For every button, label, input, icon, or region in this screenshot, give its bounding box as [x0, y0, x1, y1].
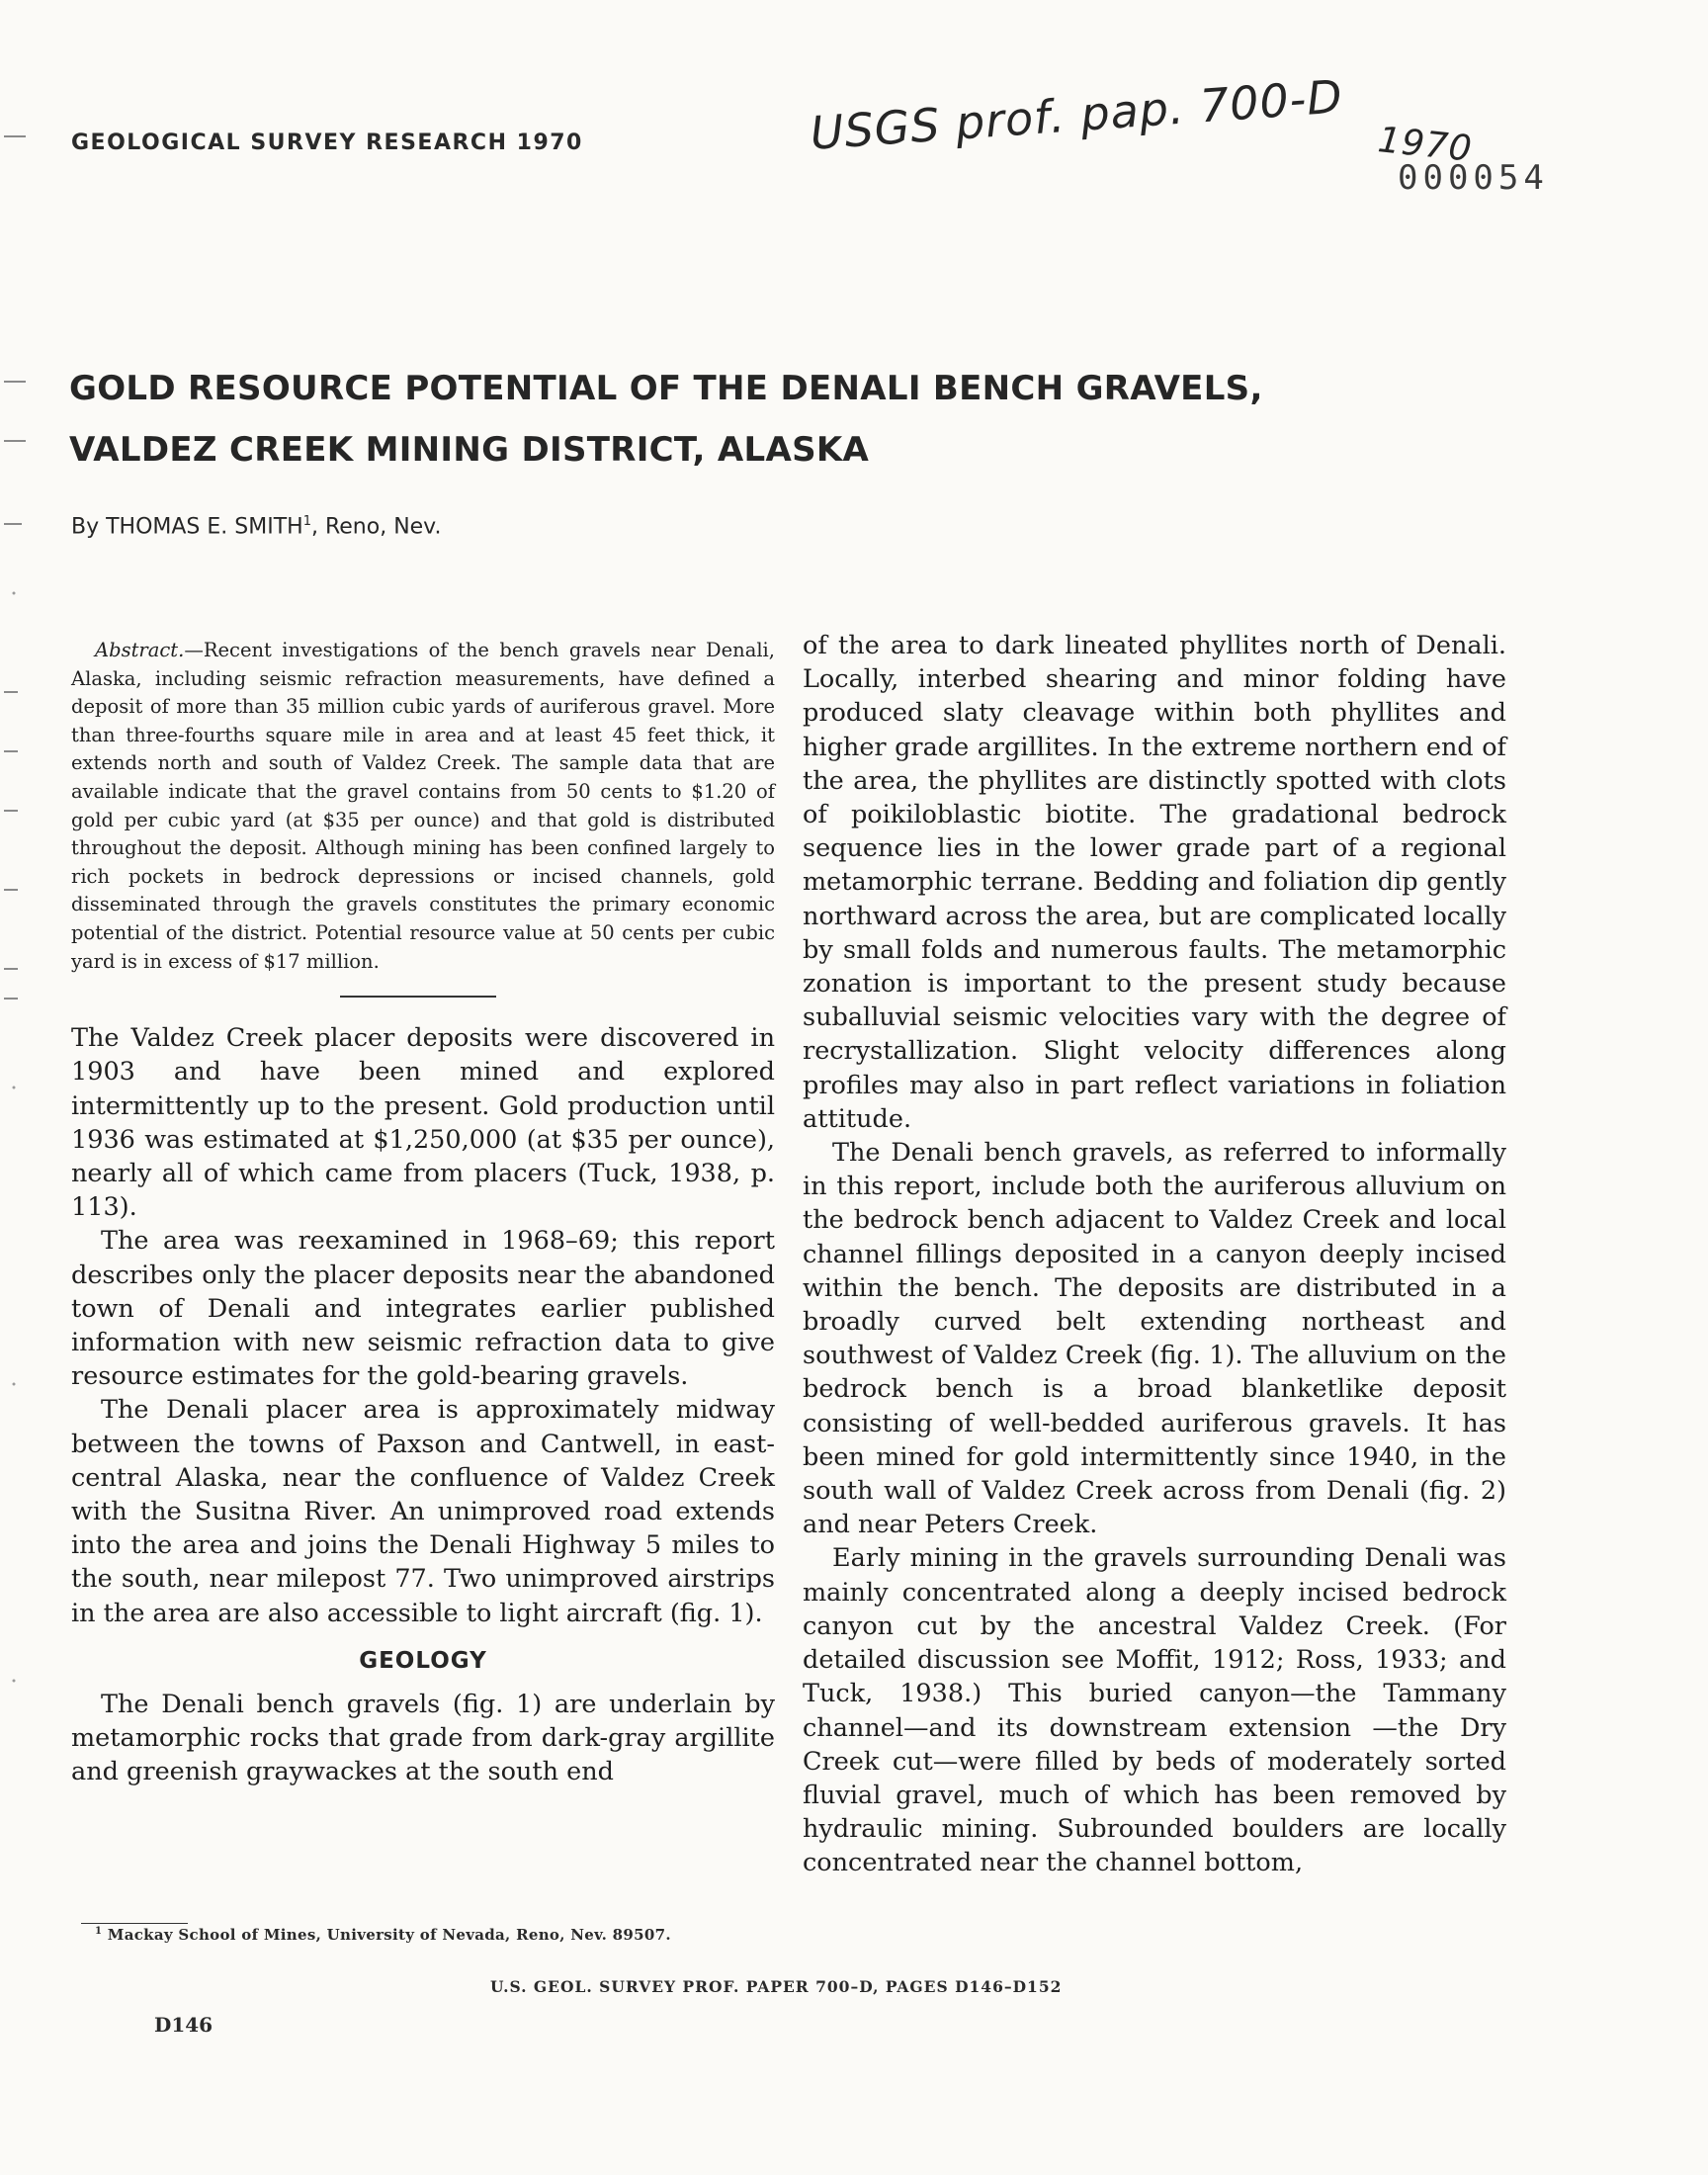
abstract-text: —Recent investigations of the bench gravels near Denali, Alaska, including seismic refraction measurements, have defined a deposit of more than 35 million cubic yards of auriferous gravel. More than three-fourths square mile in area and at least 45 feet thick, it extends north and south of Valdez Creek. The sample data that are available indicate that the gravel contains from 50 cents to $1.20 of gold per cubic yard (at $35 per ounce) and that gold is distributed throughout the deposit. Although mining has been confined largely to rich pockets in bedrock depressions or incised channels, gold disseminated through the gravels constitutes the primary economic potential of the district. Potential resource value at 50 cents per cubic yard is in excess of $17 million. — [71, 639, 775, 973]
footnote-rule — [81, 1923, 188, 1924]
article-title — [69, 358, 1263, 480]
footnote — [95, 1926, 671, 1944]
abstract-lead: Abstract. — [95, 639, 185, 661]
footnote-marker: 1 — [302, 514, 311, 529]
scan-margin-marks — [0, 0, 30, 2175]
footnote-text: Mackay School of Mines, University of Nevada, Reno, Nev. 89507. — [107, 1926, 671, 1944]
paragraph: Early mining in the gravels surrounding Denali was mainly concentrated along a deeply incised bedrock canyon cut by the ancestral Valdez Creek. (For detailed discussion see Moffit, 1912; Ross, 1933; and Tuck, 1938.) This buried canyon—the Tammany channel—and its downstream extension —the Dry Creek cut—were filled by beds of moderately sorted fluvial gravel, much of which has been removed by hydraulic mining. Subrounded boulders are locally concentrated near the channel bottom, — [803, 1543, 1506, 1878]
author-location: , Reno, Nev. — [310, 514, 442, 540]
paragraph: The Denali placer area is approximately midway between the towns of Paxson and Cantwell, in east-central Alaska, near the confluence of Valdez Creek with the Susitna River. An unimproved road extends into the area and joins the Denali Highway 5 miles to the south, near milepost 77. Two unimproved airstrips in the area are also accessible to light aircraft (fig. 1). — [71, 1395, 775, 1628]
handwritten-year: 1970 — [1376, 120, 1475, 170]
handwritten-reference: USGS prof. pap. 700-D — [809, 69, 1345, 160]
abstract — [71, 637, 775, 976]
right-column — [803, 629, 1506, 1880]
paragraph: The Denali bench gravels, as referred to informally in this report, include both the auriferous alluvium on the bedrock bench adjacent to Valdez Creek and local channel fillings deposited in a canyon deeply incised within the bench. The deposits are distributed in a broadly curved belt extending northeast and southwest of Valdez Creek (fig. 1). The alluvium on the bedrock bench is a broad blanketlike deposit consisting of well-bedded auriferous gravels. It has been mined for gold intermittently since 1940, in the south wall of Valdez Creek across from Denali (fig. 2) and near Peters Creek. — [803, 1138, 1506, 1540]
left-column — [71, 637, 775, 1788]
citation-footer: U.S. GEOL. SURVEY PROF. PAPER 700–D, PAGES D146–D152 — [490, 1977, 1063, 1996]
stamp-number: 000054 — [1398, 158, 1549, 198]
title-line-1: GOLD RESOURCE POTENTIAL OF THE DENALI BENCH GRAVELS, — [69, 369, 1263, 408]
title-line-2: VALDEZ CREEK MINING DISTRICT, ALASKA — [69, 430, 870, 470]
footnote-number: 1 — [95, 1926, 103, 1937]
author-name: By THOMAS E. SMITH — [71, 514, 303, 540]
left-body — [71, 1021, 775, 1788]
paragraph: The area was reexamined in 1968–69; this report describes only the placer deposits near the abandoned town of Denali and integrates earlier published information with new seismic refraction data to give resource estimates for the gold-bearing gravels. — [71, 1226, 775, 1392]
paragraph: The Valdez Creek placer deposits were discovered in 1903 and have been mined and explored intermittently up to the present. Gold production until 1936 was estimated at $1,250,000 (at $35 per ounce), nearly all of which came from placers (Tuck, 1938, p. 113). — [71, 1023, 775, 1223]
page-number: D146 — [154, 2013, 214, 2037]
paragraph: of the area to dark lineated phyllites north of Denali. Locally, interbed shearing and minor folding have produced slaty cleavage within both phyllites and higher grade argillites. In the extreme northern end of the area, the phyllites are distinctly spotted with clots of poikiloblastic biotite. The gradational bedrock sequence lies in the lower grade part of a regional metamorphic terrane. Bedding and foliation dip gently northward across the area, but are complicated locally by small folds and numerous faults. The metamorphic zonation is important to the present study because suballuvial seismic velocities vary with the degree of recrystallization. Slight velocity differences along profiles may also in part reflect variations in foliation attitude. — [803, 631, 1506, 1134]
paragraph: The Denali bench gravels (fig. 1) are underlain by metamorphic rocks that grade from dark-gray argillite and greenish graywackes at the south end — [71, 1689, 775, 1787]
byline — [71, 514, 442, 539]
running-header: GEOLOGICAL SURVEY RESEARCH 1970 — [71, 130, 583, 155]
section-divider — [340, 996, 496, 998]
section-heading-geology: GEOLOGY — [359, 1647, 487, 1674]
